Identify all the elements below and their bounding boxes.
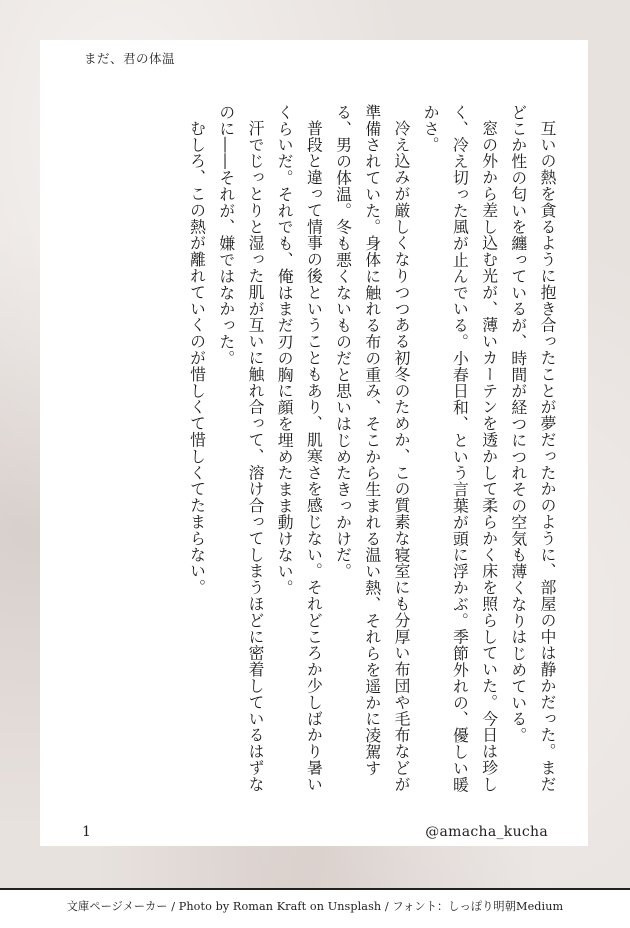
book-page <box>40 40 588 846</box>
paragraph: 冷え込みが厳しくなりつつある初冬のためか、この質素な寝室にも分厚い布団や毛布などが準備されていた。身体に触れる布の重み、そこから生まれる温い熱、それらを遥かに凌駕する、男の体温。冬も悪くないものだと思いはじめたきっかけだ。 <box>333 104 411 793</box>
page-title: まだ、君の体温 <box>84 51 176 66</box>
paragraph: 汗でじっとりと湿った肌が互いに触れ合って、溶け合ってしまうほどに密着しているはずなのに――それが、嫌ではなかった。 <box>216 104 265 793</box>
paragraph: 普段と違って情事の後ということもあり、肌寒さを感じない。それどころか少しばかり暑いくらいだ。それでも、俺はまだ刃の胸に顔を埋めたまま動けない。 <box>275 104 324 793</box>
paragraph: 互いの熱を貪るように抱き合ったことが夢だったかのように、部屋の中は静かだった。まだどこか性の匂いを纏っているが、時間が経つにつれその空気も薄くなりはじめている。 <box>508 104 557 793</box>
credit-line: 文庫ページメーカー / Photo by Roman Kraft on Unsplash / フォント：しっぽり明朝Medium <box>66 900 564 913</box>
body-text <box>102 104 562 804</box>
page-number: 1 <box>82 824 91 840</box>
paragraph: 窓の外から差し込む光が、薄いカーテンを透かして柔らかく床を照らしていた。今日は珍しく、冷え切った風が止んでいる。小春日和、という言葉が頭に浮かぶ。季節外れの、優しい暖かさ。 <box>421 104 499 793</box>
paragraph: むしろ、この熱が離れていくのが惜しくて惜しくてたまらない。 <box>187 119 207 596</box>
author-handle: @amacha_kucha <box>425 824 548 840</box>
